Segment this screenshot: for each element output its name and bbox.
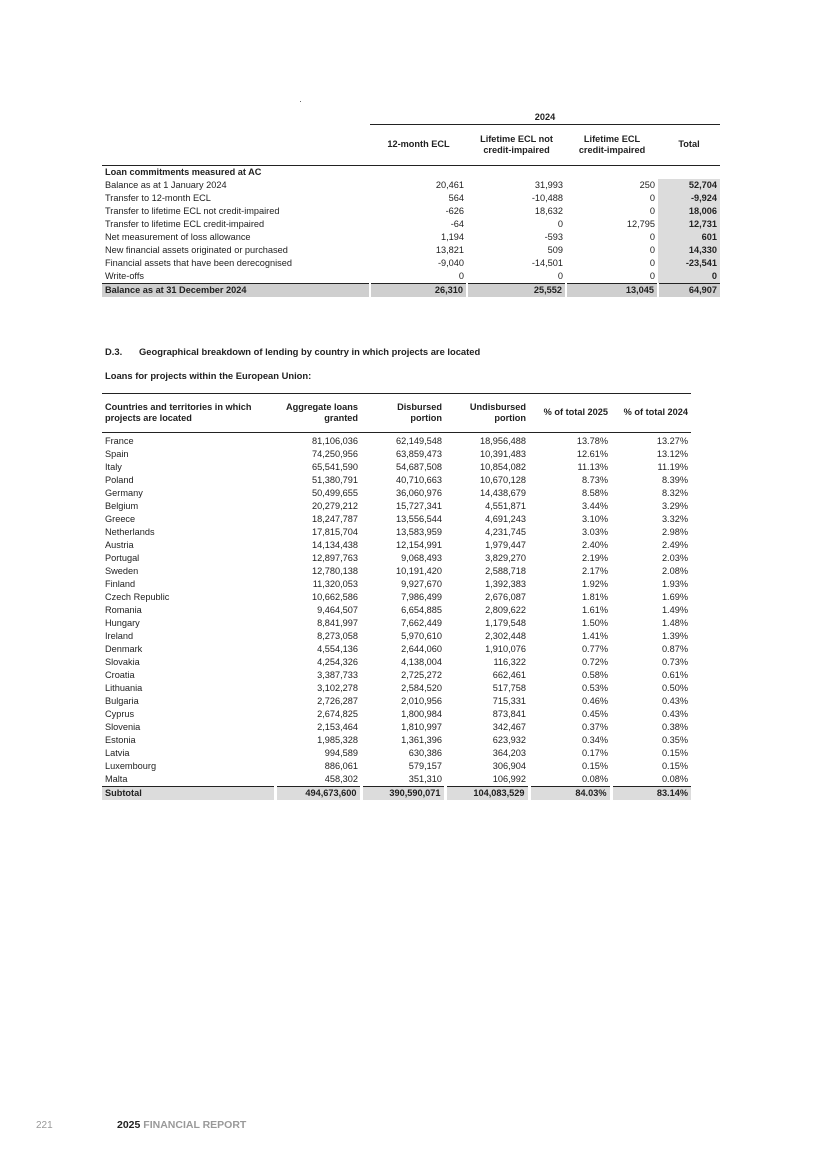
geo-cell: 0.38% <box>661 722 688 732</box>
ecl-row <box>102 205 720 218</box>
geo-country: Romania <box>105 605 142 615</box>
ecl-row-label: Write-offs <box>105 271 144 281</box>
geo-row <box>102 682 691 695</box>
geo-cell: 10,391,483 <box>480 449 526 459</box>
geo-cell: 886,061 <box>324 761 358 771</box>
ecl-row-total: 601 <box>658 231 720 244</box>
geo-cell: 8,273,058 <box>317 631 358 641</box>
geo-cell: 2,584,520 <box>401 683 442 693</box>
geo-cell: 630,386 <box>408 748 442 758</box>
geo-cell: 3,102,278 <box>317 683 358 693</box>
ecl-year-header: 2024 <box>370 111 720 125</box>
geo-cell: 2,302,448 <box>485 631 526 641</box>
ecl-row-value: 0 <box>557 271 563 281</box>
geo-cell: 0.53% <box>581 683 608 693</box>
geo-cell: 0.35% <box>661 735 688 745</box>
ecl-row <box>102 231 720 244</box>
geo-row <box>102 487 691 500</box>
geo-cell: 50,499,655 <box>312 488 358 498</box>
geo-cell: 1,810,997 <box>401 722 442 732</box>
geo-cell: 17,815,704 <box>312 527 358 537</box>
geo-row <box>102 656 691 669</box>
ecl-row-value: 0 <box>557 219 563 229</box>
geo-country: Sweden <box>105 566 139 576</box>
geo-cell: 0.15% <box>581 761 608 771</box>
ecl-row-total: 52,704 <box>658 179 720 192</box>
geo-cell: 6,654,885 <box>401 605 442 615</box>
ecl-row-value: -10,488 <box>531 193 563 203</box>
geo-row <box>102 565 691 578</box>
geo-country: Belgium <box>105 501 139 511</box>
geo-row <box>102 539 691 552</box>
geo-cell: 3.29% <box>661 501 688 511</box>
geo-country: Estonia <box>105 735 136 745</box>
geo-cell: 2.08% <box>661 566 688 576</box>
ecl-row <box>102 179 720 192</box>
report-year: 2025 <box>117 1119 141 1131</box>
geo-country: Portugal <box>105 553 140 563</box>
geo-cell: 1.48% <box>661 618 688 628</box>
geo-cell: 7,986,499 <box>401 592 442 602</box>
geo-country: Italy <box>105 462 122 472</box>
geo-cell: 1,979,447 <box>485 540 526 550</box>
ecl-row-value: 0 <box>649 206 655 216</box>
geo-cell: 3,387,733 <box>317 670 358 680</box>
ecl-row-value: -14,501 <box>531 258 563 268</box>
geo-subtotal-cell: 104,083,529 <box>445 787 529 801</box>
geo-cell: 0.87% <box>661 644 688 654</box>
ecl-row-label: Balance as at 1 January 2024 <box>105 180 227 190</box>
geo-cell: 51,380,791 <box>312 475 358 485</box>
geo-country: Cyprus <box>105 709 135 719</box>
geo-cell: 10,191,420 <box>396 566 442 576</box>
geo-cell: 4,554,136 <box>317 644 358 654</box>
ecl-col-header: Lifetime ECL not credit-impaired <box>467 125 566 166</box>
geo-row <box>102 448 691 461</box>
ecl-final-value: 26,310 <box>370 284 467 298</box>
ecl-row <box>102 270 720 284</box>
geo-cell: 2.19% <box>581 553 608 563</box>
ecl-row-total: 0 <box>658 270 720 284</box>
geo-cell: 36,060,976 <box>396 488 442 498</box>
geo-cell: 364,203 <box>492 748 526 758</box>
geo-cell: 1,361,396 <box>401 735 442 745</box>
geo-col-header: Undisbursed portion <box>445 394 529 433</box>
geo-cell: 517,758 <box>492 683 526 693</box>
section-title: Geographical breakdown of lending by country in which projects are located <box>139 346 481 357</box>
geo-cell: 10,662,586 <box>312 592 358 602</box>
geo-cell: 12,897,763 <box>312 553 358 563</box>
geo-row <box>102 721 691 734</box>
geo-cell: 0.08% <box>581 774 608 784</box>
geo-col-header: Aggregate loans granted <box>275 394 361 433</box>
ecl-row-value: 250 <box>639 180 655 190</box>
geo-cell: 14,438,679 <box>480 488 526 498</box>
ecl-row <box>102 257 720 270</box>
geo-cell: 8,841,997 <box>317 618 358 628</box>
geo-cell: 0.15% <box>661 748 688 758</box>
ecl-row-label: Net measurement of loss allowance <box>105 232 251 242</box>
ecl-row-label: Financial assets that have been derecognised <box>105 258 292 268</box>
geo-cell: 62,149,548 <box>396 436 442 446</box>
geo-row <box>102 617 691 630</box>
geo-cell: 1,985,328 <box>317 735 358 745</box>
geo-row <box>102 669 691 682</box>
geo-cell: 14,134,438 <box>312 540 358 550</box>
geo-row <box>102 474 691 487</box>
geo-cell: 0.43% <box>661 696 688 706</box>
ecl-section-title: Loan commitments measured at AC <box>102 166 720 180</box>
ecl-final-label: Balance as at 31 December 2024 <box>102 284 370 298</box>
geo-cell: 1.69% <box>661 592 688 602</box>
geo-cell: 2,010,956 <box>401 696 442 706</box>
geo-cell: 2,725,272 <box>401 670 442 680</box>
geo-country: Hungary <box>105 618 140 628</box>
geo-cell: 2.03% <box>661 553 688 563</box>
geo-subtotal-cell: 390,590,071 <box>361 787 445 801</box>
geo-cell: 18,956,488 <box>480 436 526 446</box>
stray-dot <box>300 101 301 102</box>
geo-cell: 13.78% <box>576 436 608 446</box>
geo-cell: 8.32% <box>661 488 688 498</box>
ecl-final-value: 13,045 <box>566 284 658 298</box>
ecl-row-total: -23,541 <box>658 257 720 270</box>
geo-cell: 2.98% <box>661 527 688 537</box>
geo-cell: 13.27% <box>656 436 688 446</box>
geo-row <box>102 526 691 539</box>
geo-cell: 11,320,053 <box>312 579 358 589</box>
geo-cell: 0.45% <box>581 709 608 719</box>
geo-cell: 20,279,212 <box>312 501 358 511</box>
geo-row <box>102 734 691 747</box>
ecl-row-total: 12,731 <box>658 218 720 231</box>
ecl-row-value: 18,632 <box>534 206 563 216</box>
geo-cell: 9,068,493 <box>401 553 442 563</box>
geo-cell: 10,670,128 <box>480 475 526 485</box>
geo-cell: 0.61% <box>661 670 688 680</box>
geo-cell: 9,927,670 <box>401 579 442 589</box>
geo-country: Ireland <box>105 631 134 641</box>
geo-cell: 40,710,663 <box>396 475 442 485</box>
geo-cell: 5,970,610 <box>401 631 442 641</box>
geo-country: Lithuania <box>105 683 143 693</box>
geo-cell: 2,674,825 <box>317 709 358 719</box>
geo-subtotal-cell: 494,673,600 <box>275 787 361 801</box>
section-heading <box>105 346 480 357</box>
geo-row <box>102 643 691 656</box>
geo-row <box>102 708 691 721</box>
ecl-row-label: New financial assets originated or purchased <box>105 245 288 255</box>
ecl-row-value: 0 <box>649 271 655 281</box>
geo-cell: 2.49% <box>661 540 688 550</box>
ecl-row-value: 1,194 <box>441 232 464 242</box>
geo-country: Luxembourg <box>105 761 157 771</box>
geo-cell: 0.34% <box>581 735 608 745</box>
ecl-row-value: 13,821 <box>435 245 464 255</box>
geo-row <box>102 591 691 604</box>
ecl-row <box>102 218 720 231</box>
geo-cell: 4,691,243 <box>485 514 526 524</box>
geo-cell: 0.58% <box>581 670 608 680</box>
geo-cell: 0.08% <box>661 774 688 784</box>
geo-cell: 10,854,082 <box>480 462 526 472</box>
report-title: FINANCIAL REPORT <box>143 1119 247 1131</box>
geo-row <box>102 513 691 526</box>
geo-cell: 18,247,787 <box>312 514 358 524</box>
ecl-final-total: 64,907 <box>658 284 720 298</box>
geo-country: Malta <box>105 774 128 784</box>
geo-country: France <box>105 436 134 446</box>
geo-cell: 2.17% <box>581 566 608 576</box>
geo-cell: 81,106,036 <box>312 436 358 446</box>
geo-cell: 306,904 <box>492 761 526 771</box>
geo-cell: 116,322 <box>493 657 526 667</box>
geo-cell: 3.03% <box>581 527 608 537</box>
geo-row <box>102 433 691 449</box>
ecl-row-value: 0 <box>458 271 464 281</box>
geo-subtotal-cell: 83.14% <box>611 787 691 801</box>
geo-country: Bulgaria <box>105 696 139 706</box>
geo-cell: 8.39% <box>661 475 688 485</box>
geo-cell: 13,556,544 <box>396 514 442 524</box>
geo-cell: 13,583,959 <box>396 527 442 537</box>
geo-cell: 12,780,138 <box>312 566 358 576</box>
ecl-final-value: 25,552 <box>467 284 566 298</box>
geo-row <box>102 747 691 760</box>
geo-country: Netherlands <box>105 527 155 537</box>
ecl-row-total: 18,006 <box>658 205 720 218</box>
geo-row <box>102 500 691 513</box>
geo-cell: 4,138,004 <box>401 657 442 667</box>
geo-cell: 715,331 <box>492 696 526 706</box>
geo-country: Slovakia <box>105 657 140 667</box>
geo-cell: 1,910,076 <box>485 644 526 654</box>
geo-row <box>102 760 691 773</box>
geo-country: Slovenia <box>105 722 141 732</box>
geo-cell: 1.41% <box>581 631 608 641</box>
ecl-row-value: 12,795 <box>626 219 655 229</box>
geo-cell: 623,932 <box>492 735 526 745</box>
geo-cell: 0.73% <box>661 657 688 667</box>
geo-cell: 11.19% <box>657 462 688 472</box>
ecl-row-label: Transfer to lifetime ECL not credit-impaired <box>105 206 280 216</box>
ecl-col-header: Total <box>658 125 720 166</box>
geo-cell: 4,254,326 <box>317 657 358 667</box>
ecl-row-value: 0 <box>649 193 655 203</box>
geo-cell: 662,461 <box>492 670 526 680</box>
geo-cell: 579,157 <box>408 761 442 771</box>
geo-row <box>102 630 691 643</box>
geo-cell: 342,467 <box>492 722 526 732</box>
geo-subtotal-label: Subtotal <box>102 787 275 801</box>
geo-cell: 1.39% <box>661 631 688 641</box>
geo-col-header: % of total 2025 <box>529 394 611 433</box>
ecl-row-value: 20,461 <box>435 180 464 190</box>
geo-subtotal-row <box>102 787 691 801</box>
geo-cell: 65,541,590 <box>312 462 358 472</box>
geo-cell: 0.15% <box>661 761 688 771</box>
geo-country: Croatia <box>105 670 135 680</box>
geo-cell: 1,179,548 <box>485 618 526 628</box>
ecl-row-value: -64 <box>450 219 464 229</box>
geo-cell: 1.50% <box>581 618 608 628</box>
ecl-table <box>102 111 720 297</box>
geo-cell: 2,588,718 <box>485 566 526 576</box>
ecl-row-total: -9,924 <box>658 192 720 205</box>
geo-cell: 54,687,508 <box>396 462 442 472</box>
geo-cell: 3.32% <box>661 514 688 524</box>
ecl-row-value: 564 <box>448 193 464 203</box>
geo-cell: 1,392,383 <box>485 579 526 589</box>
geo-cell: 2,726,287 <box>317 696 358 706</box>
geo-row <box>102 773 691 787</box>
geo-cell: 1.49% <box>661 605 688 615</box>
ecl-row-value: 509 <box>547 245 563 255</box>
geo-cell: 1.61% <box>581 605 608 615</box>
geo-cell: 2.40% <box>581 540 608 550</box>
geo-subtotal-cell: 84.03% <box>529 787 611 801</box>
ecl-row-label: Transfer to 12-month ECL <box>105 193 211 203</box>
geo-country: Finland <box>105 579 136 589</box>
geo-cell: 1.81% <box>581 592 608 602</box>
geo-country: Latvia <box>105 748 130 758</box>
geo-cell: 4,551,871 <box>485 501 526 511</box>
geo-cell: 12,154,991 <box>396 540 442 550</box>
geo-row <box>102 552 691 565</box>
geo-cell: 458,302 <box>324 774 358 784</box>
geo-cell: 12.61% <box>576 449 608 459</box>
geo-cell: 3,829,270 <box>485 553 526 563</box>
section-subtitle: Loans for projects within the European Union: <box>105 370 312 381</box>
geo-cell: 8.58% <box>581 488 608 498</box>
geo-cell: 2,676,087 <box>485 592 526 602</box>
geo-cell: 8.73% <box>581 475 608 485</box>
ecl-row <box>102 244 720 257</box>
geo-cell: 4,231,745 <box>485 527 526 537</box>
geo-cell: 0.72% <box>581 657 608 667</box>
geo-cell: 106,992 <box>492 774 526 784</box>
geo-cell: 1.92% <box>581 579 608 589</box>
geo-cell: 351,310 <box>408 774 442 784</box>
page-number: 221 <box>36 1120 53 1131</box>
geo-cell: 0.50% <box>661 683 688 693</box>
ecl-col-header: 12-month ECL <box>370 125 467 166</box>
geo-cell: 2,809,622 <box>485 605 526 615</box>
geo-cell: 15,727,341 <box>396 501 442 511</box>
geo-cell: 3.10% <box>581 514 608 524</box>
geo-cell: 74,250,956 <box>312 449 358 459</box>
ecl-row-value: 0 <box>649 245 655 255</box>
geo-country: Austria <box>105 540 134 550</box>
ecl-col-header: Lifetime ECL credit-impaired <box>566 125 658 166</box>
geo-cell: 63,859,473 <box>396 449 442 459</box>
geo-col-header: % of total 2024 <box>611 394 691 433</box>
geo-cell: 873,841 <box>492 709 526 719</box>
geo-cell: 0.17% <box>581 748 608 758</box>
geo-col-header: Countries and territories in which projects are located <box>102 394 275 433</box>
geo-cell: 1,800,984 <box>401 709 442 719</box>
ecl-row <box>102 192 720 205</box>
ecl-row-label: Transfer to lifetime ECL credit-impaired <box>105 219 265 229</box>
ecl-row-value: -626 <box>445 206 464 216</box>
geo-cell: 0.77% <box>581 644 608 654</box>
geo-country: Spain <box>105 449 129 459</box>
geo-cell: 1.93% <box>661 579 688 589</box>
report-footer-title <box>117 1119 246 1131</box>
geo-country: Greece <box>105 514 136 524</box>
ecl-row-value: 31,993 <box>534 180 563 190</box>
geo-cell: 2,644,060 <box>401 644 442 654</box>
geo-col-header: Disbursed portion <box>361 394 445 433</box>
geo-cell: 11.13% <box>577 462 608 472</box>
geo-cell: 0.46% <box>581 696 608 706</box>
geo-cell: 0.43% <box>661 709 688 719</box>
geo-country: Denmark <box>105 644 143 654</box>
geo-cell: 994,589 <box>324 748 358 758</box>
ecl-final-row <box>102 284 720 298</box>
geo-cell: 7,662,449 <box>401 618 442 628</box>
geo-row <box>102 578 691 591</box>
geo-table <box>102 393 691 800</box>
geo-cell: 13.12% <box>656 449 688 459</box>
geo-cell: 0.37% <box>581 722 608 732</box>
geo-cell: 3.44% <box>581 501 608 511</box>
ecl-row-value: 0 <box>649 232 655 242</box>
ecl-row-value: 0 <box>649 258 655 268</box>
section-number: D.3. <box>105 346 123 357</box>
geo-country: Czech Republic <box>105 592 170 602</box>
ecl-row-value: -9,040 <box>437 258 464 268</box>
geo-row <box>102 604 691 617</box>
geo-row <box>102 695 691 708</box>
geo-row <box>102 461 691 474</box>
ecl-row-value: -593 <box>544 232 563 242</box>
geo-cell: 9,464,507 <box>317 605 358 615</box>
ecl-row-total: 14,330 <box>658 244 720 257</box>
geo-cell: 2,153,464 <box>317 722 358 732</box>
geo-country: Poland <box>105 475 134 485</box>
geo-country: Germany <box>105 488 143 498</box>
